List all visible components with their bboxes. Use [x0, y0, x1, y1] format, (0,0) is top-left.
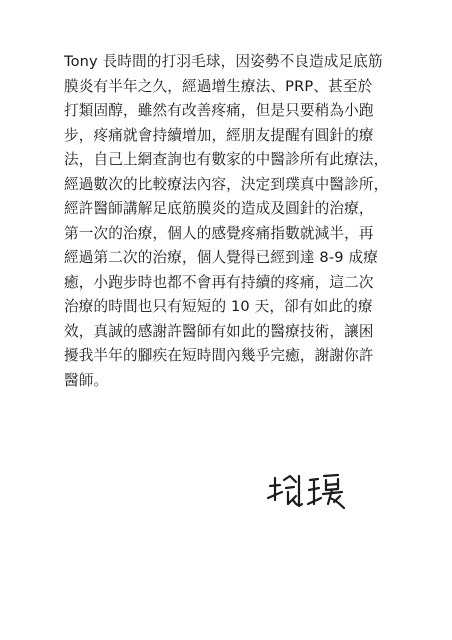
letter-line-12: 效，真誠的感謝許醫師有如此的醫療技術，讓困: [64, 322, 374, 340]
testimonial-letter: [64, 50, 404, 393]
letter-line-14: 醫師。: [64, 371, 109, 389]
letter-line-7: 經許醫師講解足底筋膜炎的造成及圓針的治療，: [64, 200, 374, 217]
letter-line-3: 打類固醇，雖然有改善疼痛，但是只要稍為小跑: [64, 102, 374, 119]
letter-line-4: 步，疼痛就會持續增加，經朋友提醒有圓針的療: [64, 126, 374, 144]
letter-line-8: 第一次的治療，個人的感覺疼痛指數就減半，再: [64, 224, 374, 242]
letter-line-5: 法，自己上網查詢也有數家的中醫診所有此療法，: [64, 151, 389, 168]
letter-line-9: 經過第二次的治療，個人覺得已經到達 8-9 成療: [64, 249, 378, 266]
letter-line-1: Tony 長時間的打羽毛球，因姿勢不良造成足底筋: [64, 53, 383, 70]
handwritten-signature: [266, 470, 362, 516]
letter-line-13: 擾我半年的腳疾在短時間內幾乎完癒，謝謝你許: [64, 347, 374, 364]
letter-line-6: 經過數次的比較療法內容，決定到璞真中醫診所，: [64, 175, 389, 193]
letter-line-2: 膜炎有半年之久，經過增生療法、PRP、甚至於: [64, 77, 373, 95]
letter-line-11: 治療的時間也只有短短的 10 天，卻有如此的療: [64, 298, 373, 315]
letter-line-10: 癒，小跑步時也都不會再有持續的疼痛，這二次: [64, 273, 374, 291]
